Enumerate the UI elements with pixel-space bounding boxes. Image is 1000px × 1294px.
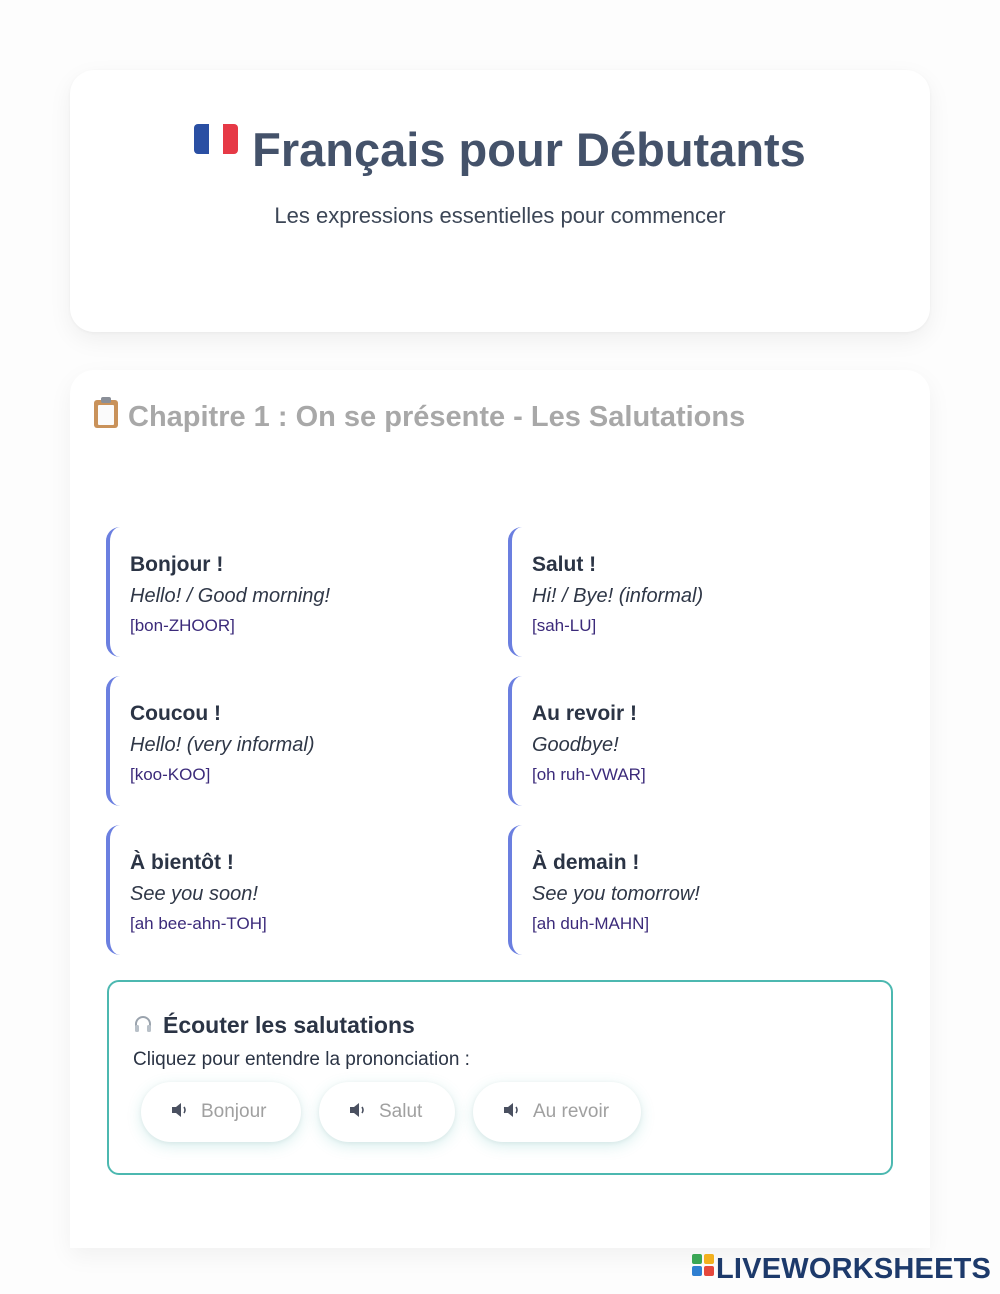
phrase-pronunciation: [sah-LU]	[532, 616, 597, 635]
phrase-pronunciation: [koo-KOO]	[130, 765, 211, 784]
phrase-card-a-demain	[508, 825, 868, 955]
liveworksheets-mark-icon	[692, 1254, 714, 1276]
phrase-english: Hello! / Good morning!	[130, 585, 331, 607]
phrase-pronunciation: [bon-ZHOOR]	[130, 616, 235, 635]
speaker-icon	[503, 1083, 523, 1099]
headphones-icon	[133, 1013, 153, 1033]
chapter-heading	[94, 400, 745, 434]
speaker-icon	[349, 1083, 369, 1099]
page-title: Français pour Débutants	[252, 123, 806, 176]
listen-title: Écouter les salutations	[163, 1012, 415, 1038]
play-salut-button[interactable]	[319, 1082, 455, 1142]
phrase-french: Salut !	[532, 553, 597, 576]
brand-name: LIVEWORKSHEETS	[716, 1253, 992, 1285]
speaker-icon	[171, 1083, 191, 1099]
play-bonjour-button[interactable]	[141, 1082, 301, 1142]
phrase-french: Coucou !	[130, 702, 221, 725]
phrase-french: Au revoir !	[532, 702, 638, 725]
listen-heading	[133, 1012, 415, 1039]
phrase-pronunciation: [ah duh-MAHN]	[532, 914, 650, 933]
play-au-revoir-label: Au revoir	[533, 1101, 610, 1122]
play-au-revoir-button[interactable]	[473, 1082, 641, 1142]
chapter-title: Chapitre 1 : On se présente - Les Salutations	[128, 401, 746, 433]
clipboard-icon	[94, 400, 118, 428]
phrase-card-salut	[508, 527, 868, 657]
french-flag-icon	[194, 124, 238, 154]
play-bonjour-label: Bonjour	[201, 1101, 267, 1122]
phrase-card-a-bientot	[106, 825, 466, 955]
phrase-english: Hello! (very informal)	[130, 734, 315, 756]
phrase-french: Bonjour !	[130, 553, 224, 576]
phrase-french: À demain !	[532, 851, 640, 874]
header-card	[70, 70, 930, 332]
listen-section	[107, 980, 893, 1175]
phrase-english: Goodbye!	[532, 734, 619, 756]
page-title-row	[70, 122, 930, 178]
phrase-english: Hi! / Bye! (informal)	[532, 585, 704, 607]
play-salut-label: Salut	[379, 1101, 423, 1122]
listen-description: Cliquez pour entendre la prononciation :	[133, 1049, 470, 1070]
phrase-card-au-revoir	[508, 676, 868, 806]
phrase-pronunciation: [ah bee-ahn-TOH]	[130, 914, 267, 933]
page-subtitle: Les expressions essentielles pour commencer	[274, 203, 726, 228]
liveworksheets-logo[interactable]	[692, 1253, 991, 1285]
phrase-french: À bientôt !	[130, 851, 234, 874]
phrase-card-bonjour	[106, 527, 466, 657]
phrase-english: See you tomorrow!	[532, 883, 700, 905]
phrase-pronunciation: [oh ruh-VWAR]	[532, 765, 646, 784]
phrase-card-coucou	[106, 676, 466, 806]
phrase-english: See you soon!	[130, 883, 258, 905]
chapter-card	[70, 370, 930, 1248]
